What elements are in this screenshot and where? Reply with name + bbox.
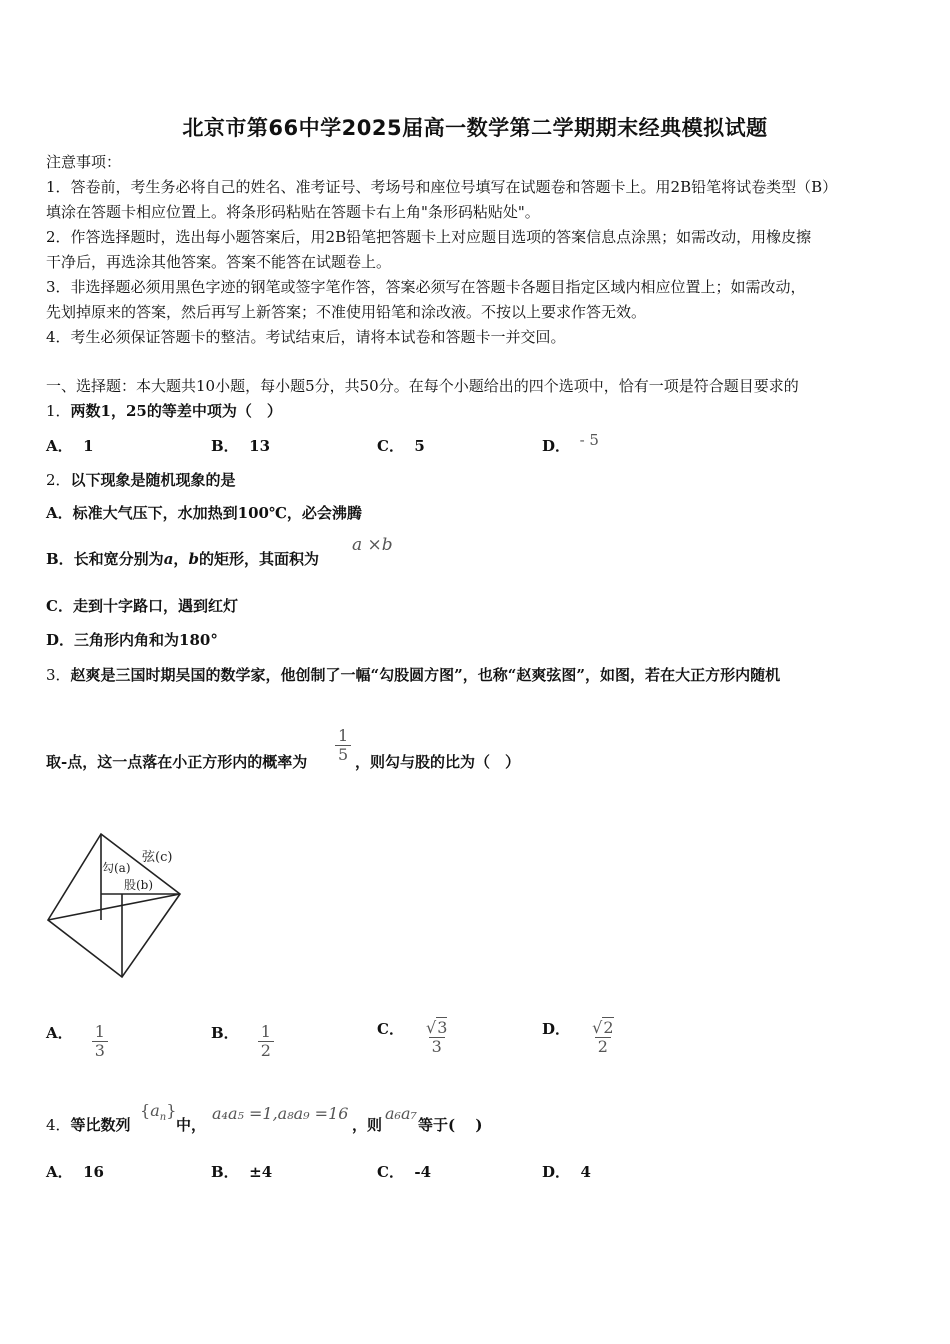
q2-area-formula: a ×b: [352, 535, 393, 555]
q4-option-c: C． -4: [377, 1163, 432, 1181]
page-title: 北京市第66中学2025届高一数学第二学期期末经典模拟试题: [182, 116, 768, 140]
q2-option-b: B．长和宽分别为a，b的矩形，其面积为: [46, 550, 319, 568]
q4-option-a: A． 16: [46, 1163, 104, 1181]
sequence-symbol: $\{a_n\}$: [140, 1101, 177, 1124]
question-4-then: ，则: [352, 1116, 383, 1134]
notes-line: 3．非选择题必须用黑色字迹的钢笔或签字笔作答，答案必须写在答题卡各题目指定区域内相应位置上；如需改动，: [46, 278, 806, 296]
label-leg-a: 勾(a): [102, 861, 131, 875]
q3-option-d: D． $\frac{√2}{2}$: [542, 1018, 614, 1056]
question-text: 两数1，25的等差中项为（ ）: [70, 402, 282, 420]
question-1: [46, 401, 282, 421]
q2-option-a: A．标准大气压下，水加热到100℃，必会沸腾: [46, 504, 362, 522]
q2-option-d: D．三角形内角和为180°: [46, 631, 218, 649]
sequence-target: a₆a₇: [385, 1104, 417, 1123]
probability-fraction: $\frac{1}{5}$: [335, 727, 351, 764]
inner-diagonal: [48, 894, 180, 920]
q2-option-c: C．走到十字路口，遇到红灯: [46, 597, 238, 615]
question-4-end: 等于( ): [418, 1116, 483, 1134]
notes-line: 2．作答选择题时，选出每小题答案后，用2B铅笔把答题卡上对应题目选项的答案信息点涂黑；如需改动，用橡皮擦: [46, 228, 812, 246]
q3-option-c: C． $\frac{√3}{3}$: [377, 1018, 448, 1056]
question-2: 2．以下现象是随机现象的是: [46, 471, 236, 489]
notes-line: 干净后，再选涂其他答案。答案不能答在试题卷上。: [46, 253, 392, 271]
q1-option-d: D． - 5: [542, 431, 599, 455]
section-heading: 一、选择题：本大题共10小题，每小题5分，共50分。在每个小题给出的四个选项中，恰有一项是符合题目要求的: [46, 377, 799, 395]
label-leg-b: 股(b): [124, 878, 154, 892]
question-number: 1．: [46, 402, 71, 420]
q3-option-a: A． $\frac{1}{3}$: [46, 1023, 108, 1060]
q1-option-c: C． 5: [377, 437, 425, 455]
zhao-shuang-diagram: [40, 825, 200, 985]
sequence-condition: a₄a₅ =1,a₈a₉ =16: [212, 1104, 349, 1123]
q1-option-b: B． 13: [211, 437, 271, 455]
notes-line: 先划掉原来的答案，然后再写上新答案；不准使用铅笔和涂改液。不按以上要求作答无效。: [46, 303, 647, 321]
label-hypotenuse: 弦(c): [142, 850, 173, 865]
q4-option-d: D． 4: [542, 1163, 591, 1181]
notes-heading: 注意事项：: [46, 153, 122, 171]
q1-option-a: A． 1: [46, 437, 94, 455]
question-4-mid: 中，: [176, 1116, 207, 1134]
q4-option-b: B． ±4: [211, 1163, 273, 1181]
question-3-line2-end: ，则勾与股的比为（ ）: [355, 753, 521, 771]
notes-line: 1．答卷前，考生务必将自己的姓名、准考证号、考场号和座位号填写在试题卷和答题卡上。用2B铅笔将试卷类型（B）: [46, 178, 838, 196]
notes-line: 填涂在答题卡相应位置上。将条形码粘贴在答题卡右上角"条形码粘贴处"。: [46, 203, 540, 221]
notes-line: 4．考生必须保证答题卡的整洁。考试结束后，请将本试卷和答题卡一并交回。: [46, 328, 566, 346]
question-3-line2: 取-点，这一点落在小正方形内的概率为: [46, 753, 308, 771]
q3-option-b: B． $\frac{1}{2}$: [211, 1023, 274, 1060]
question-3: 3．赵爽是三国时期吴国的数学家，他创制了一幅“勾股圆方图”，也称“赵爽弦图”，如图，若在大正方形内随机: [46, 666, 781, 684]
question-4: 4．等比数列: [46, 1116, 131, 1134]
